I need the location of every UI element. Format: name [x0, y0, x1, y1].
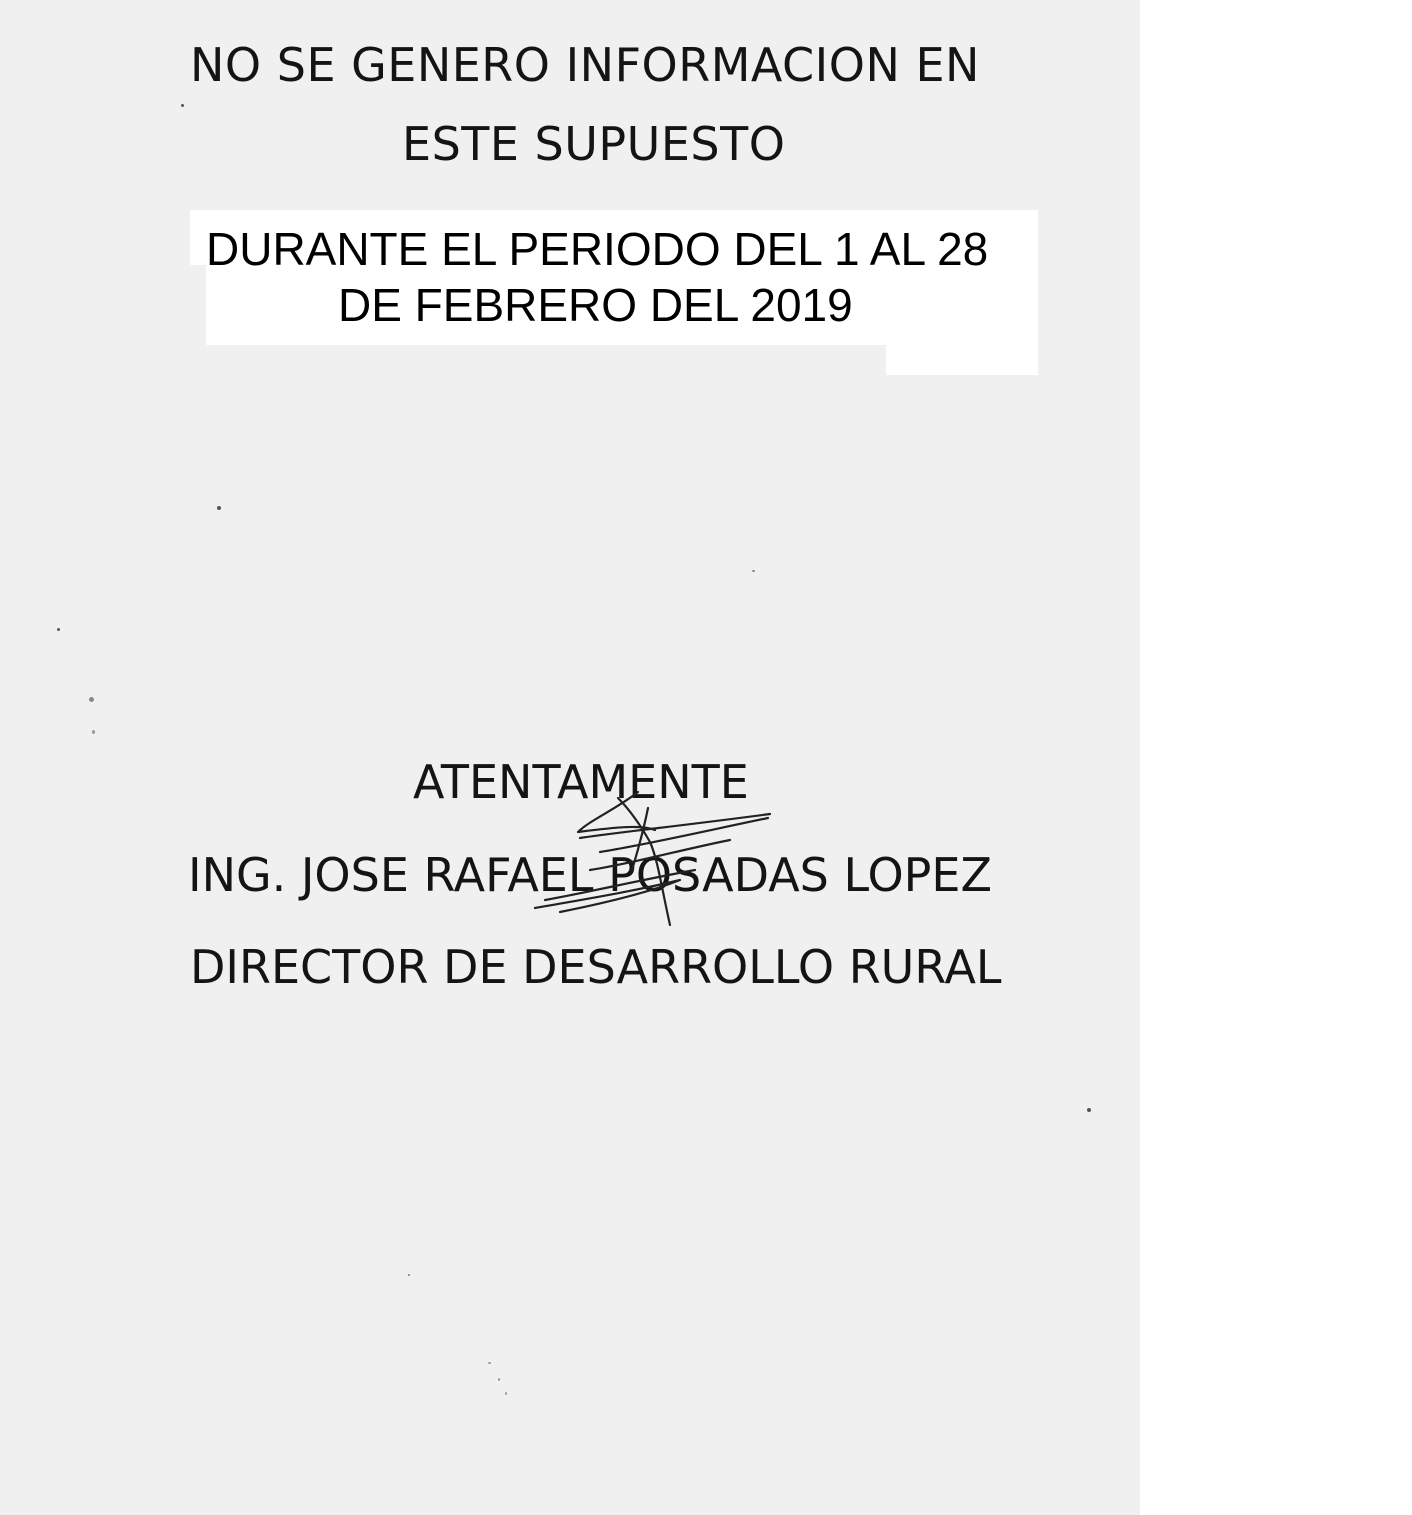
- handwritten-signature: [520, 780, 800, 940]
- white-overlay-patch: [886, 340, 1038, 375]
- heading-line-2: ESTE SUPUESTO: [402, 117, 786, 171]
- scan-speck: [752, 570, 755, 572]
- heading-line-1: NO SE GENERO INFORMACION EN: [190, 38, 980, 92]
- scan-speck: [1087, 1108, 1091, 1112]
- period-line-2: DE FEBRERO DEL 2019: [338, 279, 853, 331]
- scan-speck: [57, 628, 60, 631]
- period-line-1: DURANTE EL PERIODO DEL 1 AL 28: [206, 223, 989, 275]
- scan-speck: [498, 1378, 500, 1381]
- scan-speck: [408, 1274, 410, 1276]
- scan-speck: [488, 1362, 491, 1364]
- scan-speck: [505, 1392, 507, 1395]
- scan-speck: [181, 104, 184, 107]
- signatory-title: DIRECTOR DE DESARROLLO RURAL: [190, 940, 1002, 994]
- scan-speck: [92, 730, 95, 734]
- scan-speck: [89, 697, 94, 702]
- scan-speck: [217, 506, 221, 510]
- closing-text: ATENTAMENTE: [413, 755, 749, 809]
- signatory-name: ING. JOSE RAFAEL POSADAS LOPEZ: [188, 848, 992, 902]
